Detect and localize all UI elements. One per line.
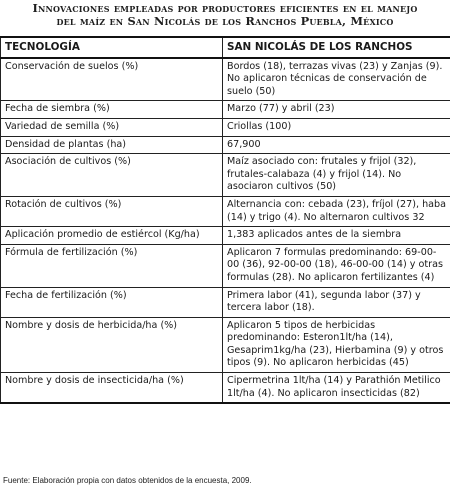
table-row [1,118,450,136]
row-value: Maíz asociado con: frutales y frijol (32), frutales-calabaza (4) y frijol (14). No asociaron cultivos (50) [223,154,450,197]
row-value: Criollas (100) [223,118,450,136]
row-value: Marzo (77) y abril (23) [223,101,450,119]
row-label: Nombre y dosis de insecticida/ha (%) [1,373,223,404]
row-value: Alternancia con: cebada (23), fríjol (27), haba (14) y trigo (4). No alternaron cultivos 32 [223,196,450,226]
row-value: Aplicaron 7 formulas predominando: 69-00-00 (36), 92-00-00 (18), 46-00-00 (14) y otras formulas (28). No aplicaron fertilizantes (4) [223,244,450,287]
header-san-nicolas: SAN NICOLÁS DE LOS RANCHOS [223,37,450,58]
row-value: Bordos (18), terrazas vivas (23) y Zanjas (9). No aplicaron técnicas de conservación de suelo (50) [223,58,450,101]
row-value: Aplicaron 5 tipos de herbicidas predominando: Esteron1lt/ha (14), Gesaprim1kg/ha (23), Hierbamina (9) y otros tipos (9). No aplicaron herbicidas (45) [223,317,450,372]
table-row [1,287,450,317]
row-label: Aplicación promedio de estiércol (Kg/ha) [1,227,223,245]
row-label: Variedad de semilla (%) [1,118,223,136]
table-row [1,154,450,197]
table-row [1,317,450,372]
row-label: Conservación de suelos (%) [1,58,223,101]
row-label: Rotación de cultivos (%) [1,196,223,226]
row-label: Nombre y dosis de herbicida/ha (%) [1,317,223,372]
row-label: Asociación de cultivos (%) [1,154,223,197]
row-value: 1,383 aplicados antes de la siembra [223,227,450,245]
table-title [0,2,450,28]
title-line-1: Innovaciones empleadas por productores eficientes en el manejo [32,1,418,15]
title-line-2: del maíz en San Nicolás de los Ranchos Puebla, México [56,14,394,28]
table-row [1,58,450,101]
table-row [1,101,450,119]
table-row [1,244,450,287]
row-value: Primera labor (41), segunda labor (37) y tercera labor (18). [223,287,450,317]
table-row [1,196,450,226]
table-row [1,227,450,245]
table-row [1,136,450,154]
row-label: Fórmula de fertilización (%) [1,244,223,287]
header-tecnologia: TECNOLOGÍA [1,37,223,58]
source-note: Fuente: Elaboración propia con datos obtenidos de la encuesta, 2009. [3,476,252,485]
row-label: Fecha de siembra (%) [1,101,223,119]
row-label: Fecha de fertilización (%) [1,287,223,317]
header-row [1,37,450,58]
row-value: Cipermetrina 1lt/ha (14) y Parathión Metilico 1lt/ha (4). No aplicaron insecticidas (82) [223,373,450,404]
row-value: 67,900 [223,136,450,154]
innovations-table [0,36,450,404]
table-row [1,373,450,404]
row-label: Densidad de plantas (ha) [1,136,223,154]
